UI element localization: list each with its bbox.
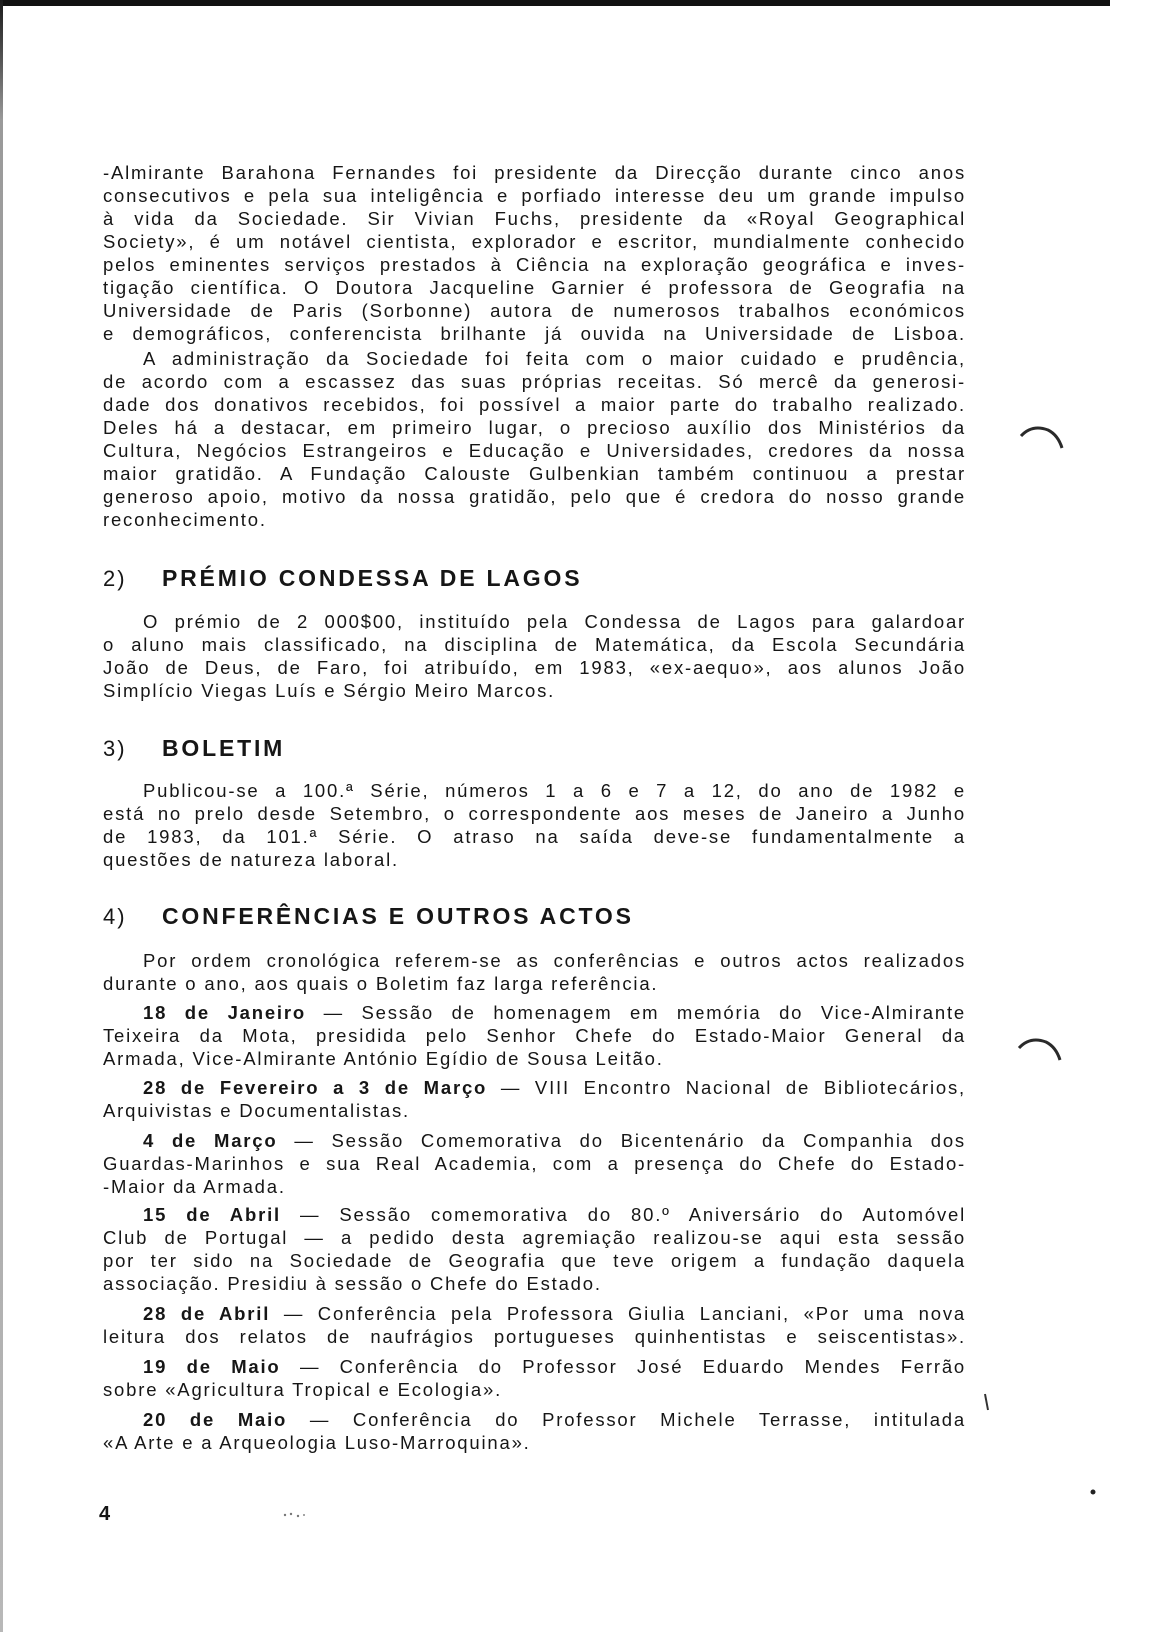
text-line: consecutivos e pela sua inteligência e porfiado interesse deu um grande impulso xyxy=(103,185,966,206)
intro-paragraph xyxy=(103,161,966,345)
text-line: de 1983, da 101.ª Série. O atraso na saída deve-se fundamentalmente a xyxy=(103,826,966,847)
text-line: Armada, Vice-Almirante António Egídio de Sousa Leitão. xyxy=(103,1048,664,1069)
text-line: sobre «Agricultura Tropical e Ecologia». xyxy=(103,1379,503,1400)
event-description: — Sessão comemorativa do 80.º Aniversário do Automóvel xyxy=(300,1204,966,1225)
text-line: -Almirante Barahona Fernandes foi presidente da Direcção durante cinco anos xyxy=(103,162,966,183)
intro-paragraph xyxy=(103,347,966,531)
event-first-line xyxy=(103,1076,966,1099)
event-date: 18 de Janeiro xyxy=(143,1002,306,1023)
text-line: Teixeira da Mota, presidida pelo Senhor Chefe do Estado-Maior General da xyxy=(103,1025,966,1046)
event-first-line xyxy=(103,1203,966,1226)
text-line: pelos eminentes serviços prestados à Ciência na exploração geográfica e inves- xyxy=(103,254,966,275)
text-line: Guardas-Marinhos e sua Real Academia, com a presença do Chefe do Estado- xyxy=(103,1153,966,1174)
event-entry xyxy=(103,1129,966,1198)
event-description: — Conferência do Professor Michele Terrasse, intitulada xyxy=(309,1409,966,1430)
punch-hole-shadow xyxy=(1018,422,1066,452)
text-line: associação. Presidiu à sessão o Chefe do Estado. xyxy=(103,1273,602,1294)
section-heading xyxy=(103,734,966,762)
event-first-line xyxy=(103,1001,966,1024)
text-line: Publicou-se a 100.ª Série, números 1 a 6 e 7 a 12, do ano de 1982 e xyxy=(143,780,966,801)
text-line: por ter sido na Sociedade de Geografia que teve origem a fundação daquela xyxy=(103,1250,966,1271)
text-line: A administração da Sociedade foi feita com o maior cuidado e prudência, xyxy=(143,348,966,369)
text-line: e demográficos, conferencista brilhante já ouvida na Universidade de Lisboa. xyxy=(103,323,966,344)
punch-hole-shadow xyxy=(1016,1034,1064,1064)
event-description: — Conferência do Professor José Eduardo Mendes Ferrão xyxy=(299,1356,966,1377)
event-description: — VIII Encontro Nacional de Bibliotecários, xyxy=(500,1077,966,1098)
section-heading xyxy=(103,564,966,592)
section-number: 3) xyxy=(103,736,127,761)
event-date: 15 de Abril xyxy=(143,1204,281,1225)
event-description: — Sessão de homenagem em memória do Vice-Almirante xyxy=(323,1002,967,1023)
text-line: Club de Portugal — a pedido desta agremiação realizou-se aqui esta sessão xyxy=(103,1227,966,1248)
text-line: maior gratidão. A Fundação Calouste Gulbenkian também continuou a prestar xyxy=(103,463,966,484)
scan-speck xyxy=(282,1510,308,1520)
event-first-line xyxy=(103,1129,966,1152)
event-entry xyxy=(103,1355,966,1401)
event-description: — Conferência pela Professora Giulia Lanciani, «Por uma nova xyxy=(283,1303,966,1324)
text-line: leitura dos relatos de naufrágios portugueses quinhentistas e seiscentistas». xyxy=(103,1326,966,1347)
text-line: Cultura, Negócios Estrangeiros e Educação e Universidades, credores da nossa xyxy=(103,440,966,461)
section-title: BOLETIM xyxy=(162,735,286,761)
event-entry xyxy=(103,1076,966,1122)
scan-speck xyxy=(982,1392,992,1414)
event-date: 20 de Maio xyxy=(143,1409,288,1430)
text-line: «A Arte e a Arqueologia Luso-Marroquina». xyxy=(103,1432,531,1453)
section-title: CONFERÊNCIAS E OUTROS ACTOS xyxy=(162,903,634,929)
text-line: generoso apoio, motivo da nossa gratidão, pelo que é credora do nosso grande xyxy=(103,486,966,507)
section-number: 4) xyxy=(103,904,127,929)
text-line: dade dos donativos recebidos, foi possível a maior parte do trabalho realizado. xyxy=(103,394,966,415)
event-date: 19 de Maio xyxy=(143,1356,281,1377)
event-date: 28 de Abril xyxy=(143,1303,271,1324)
text-line: -Maior da Armada. xyxy=(103,1176,286,1197)
text-line: tigação científica. O Doutora Jacqueline Garnier é professora de Geografia na xyxy=(103,277,966,298)
text-line: o aluno mais classificado, na disciplina de Matemática, da Escola Secundária xyxy=(103,634,966,655)
section-title: PRÉMIO CONDESSA DE LAGOS xyxy=(162,565,583,591)
text-line: Deles há a destacar, em primeiro lugar, o precioso auxílio dos Ministérios da xyxy=(103,417,966,438)
text-line: Society», é um notável cientista, explorador e escritor, mundialmente conhecido xyxy=(103,231,966,252)
event-entry xyxy=(103,1203,966,1295)
event-first-line xyxy=(103,1355,966,1378)
event-entry xyxy=(103,1408,966,1454)
text-line: reconhecimento. xyxy=(103,509,267,530)
section-heading xyxy=(103,902,966,930)
event-entry xyxy=(103,1302,966,1348)
event-first-line xyxy=(103,1408,966,1431)
scan-speck xyxy=(1089,1488,1097,1496)
event-date: 28 de Fevereiro a 3 de Março xyxy=(143,1077,488,1098)
section-paragraph xyxy=(103,949,966,995)
section-paragraph xyxy=(103,610,966,702)
event-first-line xyxy=(103,1302,966,1325)
event-description: — Sessão Comemorativa do Bicentenário da Companhia dos xyxy=(294,1130,966,1151)
scan-edge-top xyxy=(0,0,1110,6)
scan-edge-left xyxy=(0,0,3,1632)
section-number: 2) xyxy=(103,566,127,591)
section-paragraph xyxy=(103,779,966,871)
text-line: Por ordem cronológica referem-se as conferências e outros actos realizados xyxy=(143,950,966,971)
text-line: à vida da Sociedade. Sir Vivian Fuchs, presidente da «Royal Geographical xyxy=(103,208,966,229)
event-entry xyxy=(103,1001,966,1070)
text-line: Arquivistas e Documentalistas. xyxy=(103,1100,410,1121)
text-line: está no prelo desde Setembro, o correspondente aos meses de Janeiro a Junho xyxy=(103,803,966,824)
text-line: O prémio de 2 000$00, instituído pela Condessa de Lagos para galardoar xyxy=(143,611,966,632)
text-line: João de Deus, de Faro, foi atribuído, em 1983, «ex-aequo», aos alunos João xyxy=(103,657,966,678)
event-date: 4 de Março xyxy=(143,1130,278,1151)
text-line: Universidade de Paris (Sorbonne) autora de numerosos trabalhos económicos xyxy=(103,300,966,321)
text-line: questões de natureza laboral. xyxy=(103,849,399,870)
text-line: Simplício Viegas Luís e Sérgio Meiro Marcos. xyxy=(103,680,556,701)
text-line: de acordo com a escassez das suas próprias receitas. Só mercê da generosi- xyxy=(103,371,966,392)
text-line: durante o ano, aos quais o Boletim faz larga referência. xyxy=(103,973,659,994)
page-number: 4 xyxy=(99,1503,111,1525)
